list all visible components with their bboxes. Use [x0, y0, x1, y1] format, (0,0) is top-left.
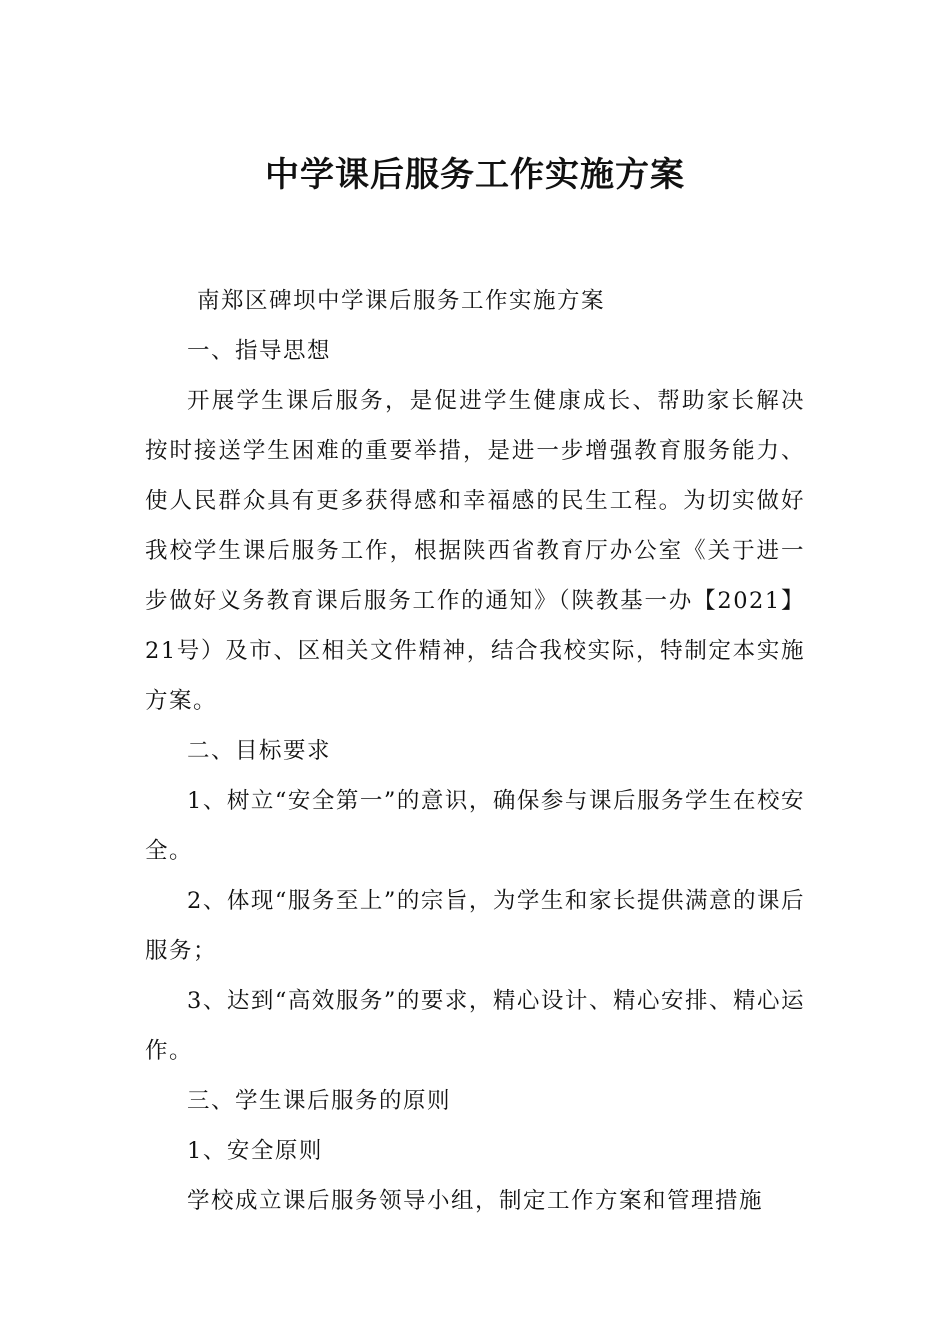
section-heading-goals: 二、目标要求: [187, 738, 332, 764]
goal-item-1: 1、树立“安全第一”的意识，确保参与课后服务学生在校安全。: [145, 788, 805, 864]
principle-heading-safety: 1、安全原则: [187, 1138, 323, 1164]
document-title: 中学课后服务工作实施方案: [265, 154, 685, 195]
section-heading-principles: 三、学生课后服务的原则: [187, 1088, 452, 1114]
paragraph-safety-principle: 学校成立课后服务领导小组，制定工作方案和管理措施: [187, 1188, 764, 1214]
goal-item-3: 3、达到“高效服务”的要求，精心设计、精心安排、精心运作。: [145, 988, 805, 1064]
paragraph-guiding-ideology: 开展学生课后服务，是促进学生健康成长、帮助家长解决按时接送学生困难的重要举措，是进一步增强教育服务能力、使人民群众具有更多获得感和幸福感的民生工程。为切实做好我校学生课后服务工作，根据陕西省教育厅办公室《关于进一步做好义务教育课后服务工作的通知》（陕教基一办【2021】21号）及市、区相关文件精神，结合我校实际，特制定本实施方案。: [145, 388, 805, 714]
goal-item-2: 2、体现“服务至上”的宗旨，为学生和家长提供满意的课后服务；: [145, 888, 805, 964]
document-subtitle: 南郑区碑坝中学课后服务工作实施方案: [197, 288, 606, 314]
section-heading-guiding-ideology: 一、指导思想: [187, 338, 332, 364]
document-body: [145, 276, 805, 1226]
